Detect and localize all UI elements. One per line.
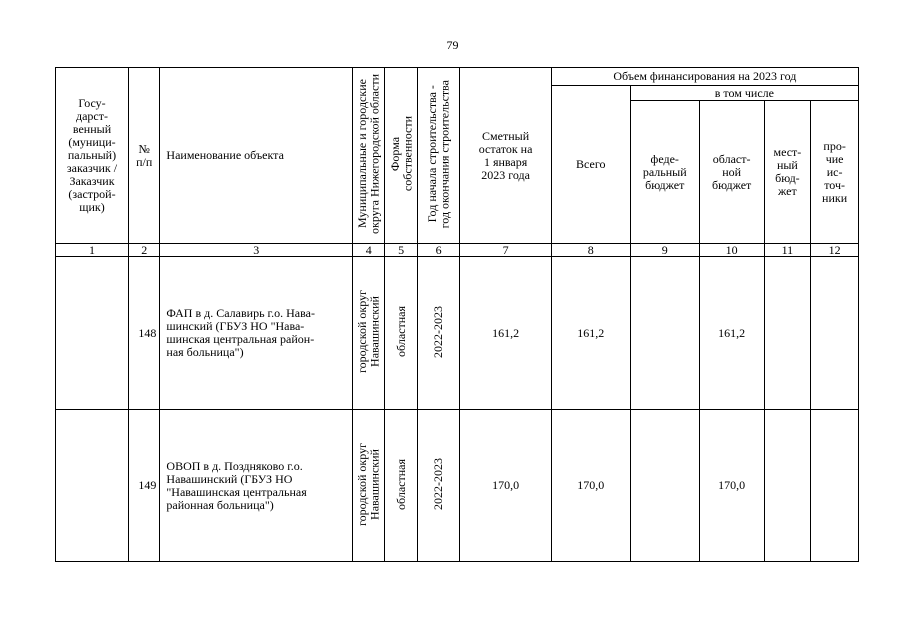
- row-total: 161,2: [551, 257, 630, 410]
- row-num: 149: [128, 410, 159, 562]
- header-customer: Госу- дарст- венный (муници- пальный) заказчик / Заказчик (застрой- щик): [56, 68, 129, 244]
- row-other: [811, 257, 859, 410]
- table-row: [56, 410, 859, 562]
- header-financing: Объем финансирования на 2023 год: [551, 68, 858, 86]
- header-other: про- чие ис- точ- ники: [811, 101, 859, 244]
- row-ownership: областная: [385, 257, 417, 410]
- col-num-10: 10: [699, 244, 764, 257]
- row-name: ФАП в д. Салавирь г.о. Нава- шинский (ГБУЗ НО "Нава- шинская центральная район- ная больница"): [160, 257, 353, 410]
- col-num-2: 2: [128, 244, 159, 257]
- row-years: 2022-2023: [417, 257, 460, 410]
- header-including: в том числе: [630, 86, 858, 101]
- row-district: городской округ Навашинский: [353, 410, 385, 562]
- row-regional: 161,2: [699, 257, 764, 410]
- header-balance: Сметный остаток на 1 января 2023 года: [460, 68, 551, 244]
- row-customer: [56, 410, 129, 562]
- header-district: Муниципальные и городские округа Нижегородской области: [353, 68, 385, 244]
- col-num-9: 9: [630, 244, 699, 257]
- header-total: Всего: [551, 86, 630, 244]
- header-ownership: Форма собственности: [385, 68, 417, 244]
- col-num-5: 5: [385, 244, 417, 257]
- header-federal: феде- ральный бюджет: [630, 101, 699, 244]
- financing-table: [55, 67, 859, 562]
- col-num-11: 11: [764, 244, 811, 257]
- row-local: [764, 410, 811, 562]
- row-years: 2022-2023: [417, 410, 460, 562]
- table-row: [56, 257, 859, 410]
- col-num-3: 3: [160, 244, 353, 257]
- col-num-6: 6: [417, 244, 460, 257]
- col-num-7: 7: [460, 244, 551, 257]
- row-ownership: областная: [385, 410, 417, 562]
- row-federal: [630, 257, 699, 410]
- row-federal: [630, 410, 699, 562]
- row-num: 148: [128, 257, 159, 410]
- col-num-1: 1: [56, 244, 129, 257]
- col-num-4: 4: [353, 244, 385, 257]
- header-name: Наименование объекта: [160, 68, 353, 244]
- row-local: [764, 257, 811, 410]
- header-local: мест- ный бюд- жет: [764, 101, 811, 244]
- row-regional: 170,0: [699, 410, 764, 562]
- col-num-12: 12: [811, 244, 859, 257]
- row-customer: [56, 257, 129, 410]
- row-balance: 170,0: [460, 410, 551, 562]
- header-num: № п/п: [128, 68, 159, 244]
- row-name: ОВОП в д. Поздняково г.о. Навашинский (ГБУЗ НО "Навашинская центральная районная больница"): [160, 410, 353, 562]
- page-number: 79: [446, 38, 459, 52]
- col-num-8: 8: [551, 244, 630, 257]
- row-other: [811, 410, 859, 562]
- row-total: 170,0: [551, 410, 630, 562]
- row-district: городской округ Навашинский: [353, 257, 385, 410]
- header-regional: област- ной бюджет: [699, 101, 764, 244]
- row-balance: 161,2: [460, 257, 551, 410]
- header-years: Год начала строительства - год окончания строительства: [417, 68, 460, 244]
